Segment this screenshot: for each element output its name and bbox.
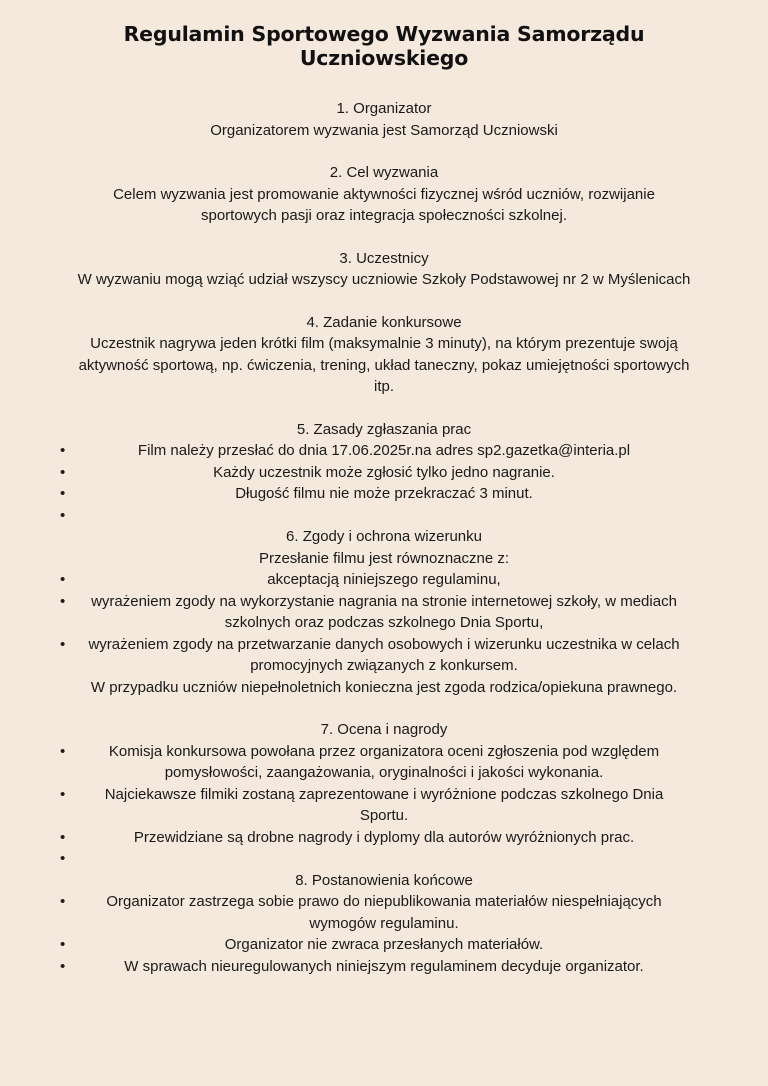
list-item (50, 483, 718, 505)
list-item (50, 956, 718, 978)
list-item-text: Komisja konkursowa powołana przez organizatora oceni zgłoszenia pod względem pomysłowości, zaangażowania, oryginalności i jakości wykonania. (108, 742, 660, 781)
section-heading: 6. Zgody i ochrona wizerunku (286, 528, 482, 545)
list-item (50, 827, 718, 849)
section-participants (50, 248, 718, 291)
section-task (50, 312, 718, 398)
bullet-icon: • (60, 893, 66, 910)
list-item-text: Każdy uczestnik może zgłosić tylko jedno nagranie. (213, 463, 555, 481)
list-item (50, 741, 718, 784)
bullet-list (50, 891, 718, 977)
section-heading: 4. Zadanie konkursowe (306, 313, 462, 331)
list-item (50, 440, 718, 462)
section-evaluation (50, 719, 718, 870)
section-heading: 5. Zasady zgłaszania prac (296, 420, 472, 438)
section-intro: Przesłanie filmu jest równoznaczne z: (258, 549, 510, 567)
section-text: Organizatorem wyzwania jest Samorząd Uczniowski (210, 121, 558, 139)
list-item (50, 462, 718, 484)
bullet-list (50, 741, 718, 870)
list-item (50, 505, 718, 527)
bullet-list (50, 440, 718, 526)
section-heading: 8. Postanowienia końcowe (295, 871, 473, 889)
section-text: W wyzwaniu mogą wziąć udział wszyscy uczniowie Szkoły Podstawowej nr 2 w Myślenicach (77, 271, 691, 288)
list-item-text: Przewidziane są drobne nagrody i dyplomy dla autorów wyróżnionych prac. (133, 828, 635, 846)
section-text: Celem wyzwania jest promowanie aktywności fizycznej wśród uczniów, rozwijanie sportowych pasji oraz integracja społeczności szkolnej. (113, 185, 655, 224)
bullet-icon: • (60, 936, 66, 953)
bullet-icon: • (60, 828, 66, 846)
list-item-text: Organizator nie zwraca przesłanych materiałów. (224, 936, 544, 953)
list-item (50, 569, 718, 591)
list-item-text: Organizator zastrzega sobie prawo do niepublikowania materiałów niespełniających wymogów regulaminu. (106, 893, 662, 932)
section-organizer (50, 98, 718, 141)
list-item-text: W sprawach nieuregulowanych niniejszym regulaminem decyduje organizator. (124, 957, 644, 975)
section-heading: 2. Cel wyzwania (329, 164, 439, 181)
list-item-text: Długość filmu nie może przekraczać 3 minut. (235, 485, 533, 502)
section-heading: 7. Ocena i nagrody (320, 721, 448, 738)
bullet-icon: • (60, 957, 66, 975)
list-item (50, 891, 718, 934)
section-text: Uczestnik nagrywa jeden krótki film (maksymalnie 3 minuty), na którym prezentuje swoją aktywność sportową, np. ćwiczenia, trening, układ taneczny, pokaz umiejętności sportowych itp. (78, 335, 690, 395)
list-item (50, 634, 718, 677)
section-goal (50, 162, 718, 227)
list-item (50, 591, 718, 634)
list-item-text: wyrażeniem zgody na przetwarzanie danych osobowych i wizerunku uczestnika w celach promocyjnych związanych z konkursem. (88, 635, 680, 674)
bullet-icon: • (60, 506, 66, 524)
bullet-icon: • (60, 785, 66, 803)
bullet-icon: • (60, 850, 66, 867)
section-outro: W przypadku uczniów niepełnoletnich konieczna jest zgoda rodzica/opiekuna prawnego. (90, 678, 678, 696)
bullet-icon: • (60, 742, 66, 760)
section-consents (50, 526, 718, 698)
bullet-list (50, 569, 718, 677)
list-item-text: wyrażeniem zgody na wykorzystanie nagrania na stronie internetowej szkoły, w mediach szkolnych oraz podczas szkolnego Dnia Sportu, (91, 592, 677, 631)
list-item-text: Najciekawsze filmiki zostaną zaprezentowane i wyróżnione podczas szkolnego Dnia Sportu. (104, 785, 664, 824)
list-item (50, 784, 718, 827)
bullet-icon: • (60, 463, 66, 481)
bullet-icon: • (60, 635, 66, 653)
section-final-provisions (50, 870, 718, 978)
bullet-icon: • (60, 571, 66, 588)
section-heading: 1. Organizator (336, 100, 432, 117)
list-item-text: Film należy przesłać do dnia 17.06.2025r.na adres sp2.gazetka@interia.pl (137, 442, 631, 459)
bullet-icon: • (60, 592, 66, 610)
document-title: Regulamin Sportowego Wyzwania Samorządu Uczniowskiego (123, 22, 645, 70)
bullet-icon: • (60, 442, 66, 459)
section-heading: 3. Uczestnicy (339, 249, 429, 267)
list-item (50, 848, 718, 870)
list-item (50, 934, 718, 956)
bullet-icon: • (60, 485, 66, 502)
list-item-text: akceptacją niniejszego regulaminu, (267, 571, 501, 588)
section-submission-rules (50, 419, 718, 527)
